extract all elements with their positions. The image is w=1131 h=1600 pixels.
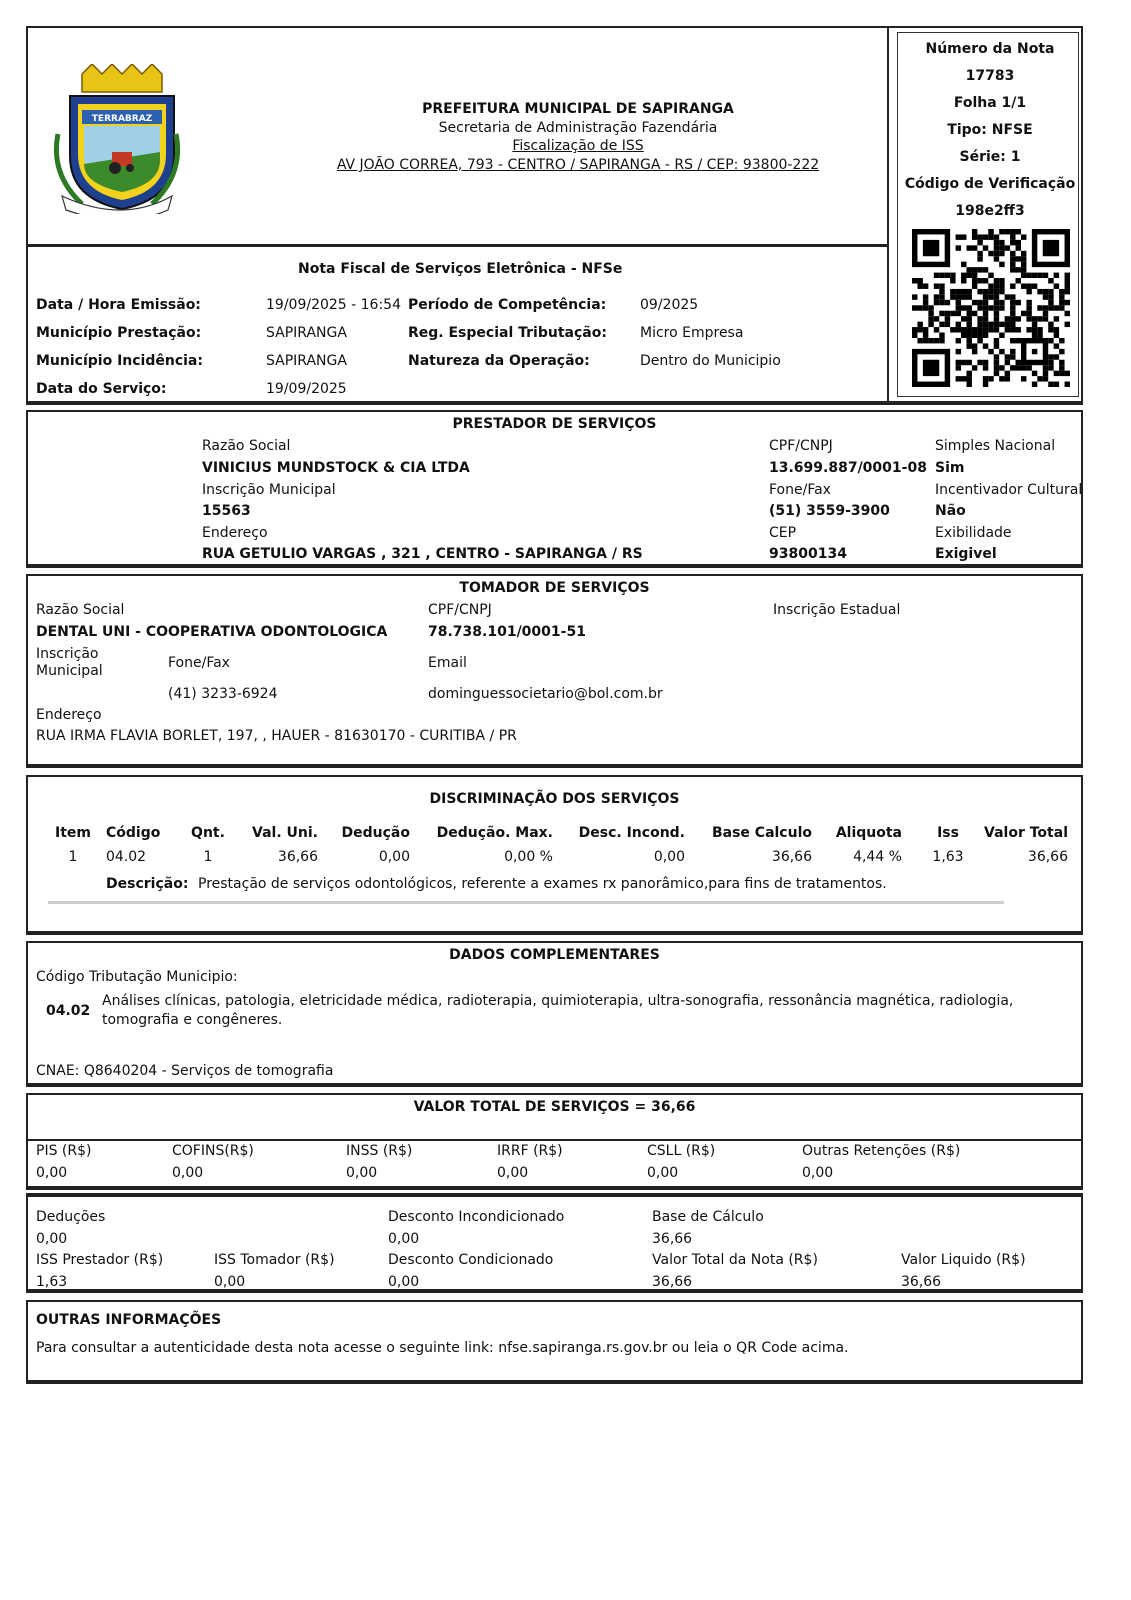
prefeitura-address <box>328 157 828 173</box>
tomador-title: TOMADOR DE SERVIÇOS <box>459 580 650 596</box>
outras-text: Para consultar a autenticidade desta nota acesse o seguinte link: nfse.sapiranga.rs.gov.br ou leia o QR Code acima. <box>36 1340 849 1356</box>
codigo-value: 198e2ff3 <box>955 203 1025 219</box>
desc-incond-label: Desconto Incondicionado <box>388 1209 565 1225</box>
outras-box <box>26 1300 1083 1384</box>
prestador-simples: Sim <box>935 460 965 476</box>
serie: Série: 1 <box>959 149 1021 165</box>
folha: Folha 1/1 <box>953 95 1027 111</box>
tomador-cnpj-label: CPF/CNPJ <box>428 602 492 618</box>
prestador-incentivador-label: Incentivador Cultural <box>935 482 1083 498</box>
complementares-title: DADOS COMPLEMENTARES <box>449 947 660 963</box>
tomador-email-label: Email <box>428 655 467 671</box>
retencao-label: Outras Retenções (R$) <box>802 1143 961 1159</box>
emissao-label: Município Incidência: <box>36 353 203 369</box>
retencao-value: 0,00 <box>346 1165 378 1181</box>
retencao-value: 0,00 <box>802 1165 834 1181</box>
deducoes-value: 0,00 <box>36 1231 68 1247</box>
disc-header: Dedução <box>341 825 410 841</box>
disc-header: Iss <box>937 825 959 841</box>
prestador-end-label: Endereço <box>202 525 268 541</box>
valor-nota-value: 36,66 <box>652 1274 693 1290</box>
retencao-label: IRRF (R$) <box>497 1143 563 1159</box>
base-calculo-label: Base de Cálculo <box>652 1209 764 1225</box>
nfse-title: Nota Fiscal de Serviços Eletrônica - NFSe <box>298 261 623 277</box>
tomador-end: RUA IRMA FLAVIA BORLET, 197, , HAUER - 81630170 - CURITIBA / PR <box>36 728 517 744</box>
prestador-cep-label: CEP <box>769 525 797 541</box>
discriminacao-title: DISCRIMINAÇÃO DOS SERVIÇOS <box>429 791 680 807</box>
cod-trib-label: Código Tributação Municipio: <box>36 969 238 985</box>
disc-cell: 1,63 <box>932 849 964 865</box>
emissao-box <box>26 245 889 405</box>
prestador-cep: 93800134 <box>769 546 847 562</box>
nota-inner <box>897 32 1079 397</box>
prestador-razao-label: Razão Social <box>202 438 291 454</box>
cnae: CNAE: Q8640204 - Serviços de tomografia <box>36 1063 334 1079</box>
retencao-label: COFINS(R$) <box>172 1143 254 1159</box>
disc-header: Aliquota <box>835 825 902 841</box>
qr-code[interactable] <box>912 229 1070 387</box>
retencao-value: 0,00 <box>497 1165 529 1181</box>
disc-header: Base Calculo <box>711 825 812 841</box>
prestador-im: 15563 <box>202 503 251 519</box>
crest-banner-text: TERRABRAZ <box>91 114 153 124</box>
iss-prestador-label: ISS Prestador (R$) <box>36 1252 164 1268</box>
disc-cell: 04.02 <box>106 849 147 865</box>
desc-incond-value: 0,00 <box>388 1231 420 1247</box>
disc-cell: 0,00 % <box>504 849 553 865</box>
emissao-label: Reg. Especial Tributação: <box>408 325 607 341</box>
descricao-label: Descrição: <box>106 876 189 892</box>
prestador-incentivador: Não <box>935 503 966 519</box>
retencao-value: 0,00 <box>647 1165 679 1181</box>
retencao-label: CSLL (R$) <box>647 1143 716 1159</box>
outras-title: OUTRAS INFORMAÇÕES <box>36 1312 222 1328</box>
fiscalizacao-text: Fiscalização de ISS <box>512 138 644 154</box>
disc-header: Qnt. <box>191 825 225 841</box>
codigo-label: Código de Verificação <box>904 176 1076 192</box>
prestador-im-label: Inscrição Municipal <box>202 482 336 498</box>
prestador-exig-label: Exibilidade <box>935 525 1012 541</box>
prestador-cnpj-label: CPF/CNPJ <box>769 438 833 454</box>
disc-cell: 1 <box>68 849 78 865</box>
deducoes-label: Deduções <box>36 1209 106 1225</box>
tomador-im-label-2: Municipal <box>36 663 103 679</box>
tomador-ie-label: Inscrição Estadual <box>773 602 901 618</box>
complementares-box <box>26 941 1083 1087</box>
discriminacao-box <box>26 775 1083 935</box>
prestador-box <box>26 410 1083 568</box>
numero-value: 17783 <box>965 68 1015 84</box>
emissao-value: 09/2025 <box>640 297 699 313</box>
nota-info-box <box>887 26 1083 405</box>
emissao-value: SAPIRANGA <box>266 325 347 341</box>
tomador-email: dominguessocietario@bol.com.br <box>428 686 663 702</box>
prestador-fone: (51) 3559-3900 <box>769 503 890 519</box>
retencoes-divider <box>28 1139 1081 1141</box>
disc-cell: 4,44 % <box>853 849 902 865</box>
municipal-crest-logo <box>42 64 192 214</box>
prefeitura-name: PREFEITURA MUNICIPAL DE SAPIRANGA <box>422 101 734 117</box>
prestador-title: PRESTADOR DE SERVIÇOS <box>452 416 657 432</box>
disc-header: Dedução. Max. <box>436 825 553 841</box>
valor-nota-label: Valor Total da Nota (R$) <box>652 1252 818 1268</box>
emissao-value: Dentro do Municipio <box>640 353 781 369</box>
desc-cond-label: Desconto Condicionado <box>388 1252 554 1268</box>
prestador-razao: VINICIUS MUNDSTOCK & CIA LTDA <box>202 460 470 476</box>
emissao-value: SAPIRANGA <box>266 353 347 369</box>
disc-header: Val. Uni. <box>252 825 318 841</box>
tomador-cnpj: 78.738.101/0001-51 <box>428 624 586 640</box>
disc-header: Código <box>106 825 161 841</box>
cod-trib-desc-1: Análises clínicas, patologia, eletricidade médica, radioterapia, quimioterapia, ultra-sonografia, ressonância magnética, radiologia, <box>102 993 1014 1009</box>
disc-header: Desc. Incond. <box>578 825 685 841</box>
prestador-simples-label: Simples Nacional <box>935 438 1056 454</box>
tomador-fone-label: Fone/Fax <box>168 655 230 671</box>
iss-prestador-value: 1,63 <box>36 1274 68 1290</box>
valor-liquido-value: 36,66 <box>901 1274 942 1290</box>
disc-header: Valor Total <box>984 825 1068 841</box>
tomador-razao-label: Razão Social <box>36 602 125 618</box>
emissao-value: 19/09/2025 <box>266 381 347 397</box>
desc-cond-value: 0,00 <box>388 1274 420 1290</box>
disc-cell: 36,66 <box>1027 849 1068 865</box>
numero-label: Número da Nota <box>925 41 1055 57</box>
descricao-divider <box>48 901 1004 904</box>
disc-cell: 0,00 <box>378 849 410 865</box>
valor-total-title: VALOR TOTAL DE SERVIÇOS = 36,66 <box>413 1099 696 1115</box>
emissao-label: Município Prestação: <box>36 325 202 341</box>
disc-header: Item <box>55 825 91 841</box>
address-text: AV JOÃO CORREA, 793 - CENTRO / SAPIRANGA - RS / CEP: 93800-222 <box>336 157 820 173</box>
valor-total-box <box>26 1093 1083 1190</box>
tomador-im-label-1: Inscrição <box>36 646 99 662</box>
prestador-fone-label: Fone/Fax <box>769 482 831 498</box>
emissao-label: Data do Serviço: <box>36 381 167 397</box>
cod-trib-value: 04.02 <box>46 1003 91 1019</box>
tomador-fone: (41) 3233-6924 <box>168 686 278 702</box>
prestador-cnpj: 13.699.887/0001-08 <box>769 460 927 476</box>
fiscalizacao-name <box>328 138 828 154</box>
retencao-label: INSS (R$) <box>346 1143 413 1159</box>
iss-tomador-value: 0,00 <box>214 1274 246 1290</box>
emissao-value: 19/09/2025 - 16:54 <box>266 297 401 313</box>
emissao-label: Natureza da Operação: <box>408 353 590 369</box>
iss-tomador-label: ISS Tomador (R$) <box>214 1252 335 1268</box>
tipo: Tipo: NFSE <box>947 122 1033 138</box>
tomador-end-label: Endereço <box>36 707 102 723</box>
retencao-value: 0,00 <box>172 1165 204 1181</box>
retencao-label: PIS (R$) <box>36 1143 92 1159</box>
disc-cell: 1 <box>203 849 213 865</box>
header-box <box>26 26 889 247</box>
prestador-exig: Exigivel <box>935 546 997 562</box>
descricao-text: Prestação de serviços odontológicos, referente a exames rx panorâmico,para fins de tratamentos. <box>198 876 887 892</box>
disc-cell: 0,00 <box>653 849 685 865</box>
disc-cell: 36,66 <box>771 849 812 865</box>
prestador-end: RUA GETULIO VARGAS , 321 , CENTRO - SAPIRANGA / RS <box>202 546 643 562</box>
valor-liquido-label: Valor Liquido (R$) <box>901 1252 1026 1268</box>
retencao-value: 0,00 <box>36 1165 68 1181</box>
emissao-label: Período de Competência: <box>408 297 607 313</box>
secretaria-name: Secretaria de Administração Fazendária <box>438 120 718 136</box>
emissao-value: Micro Empresa <box>640 325 744 341</box>
base-calculo-value: 36,66 <box>652 1231 693 1247</box>
tomador-razao: DENTAL UNI - COOPERATIVA ODONTOLOGICA <box>36 624 388 640</box>
tomador-box <box>26 574 1083 768</box>
disc-cell: 36,66 <box>277 849 318 865</box>
cod-trib-desc-2: tomografia e congêneres. <box>102 1012 283 1028</box>
emissao-label: Data / Hora Emissão: <box>36 297 201 313</box>
valores-box <box>26 1193 1083 1293</box>
